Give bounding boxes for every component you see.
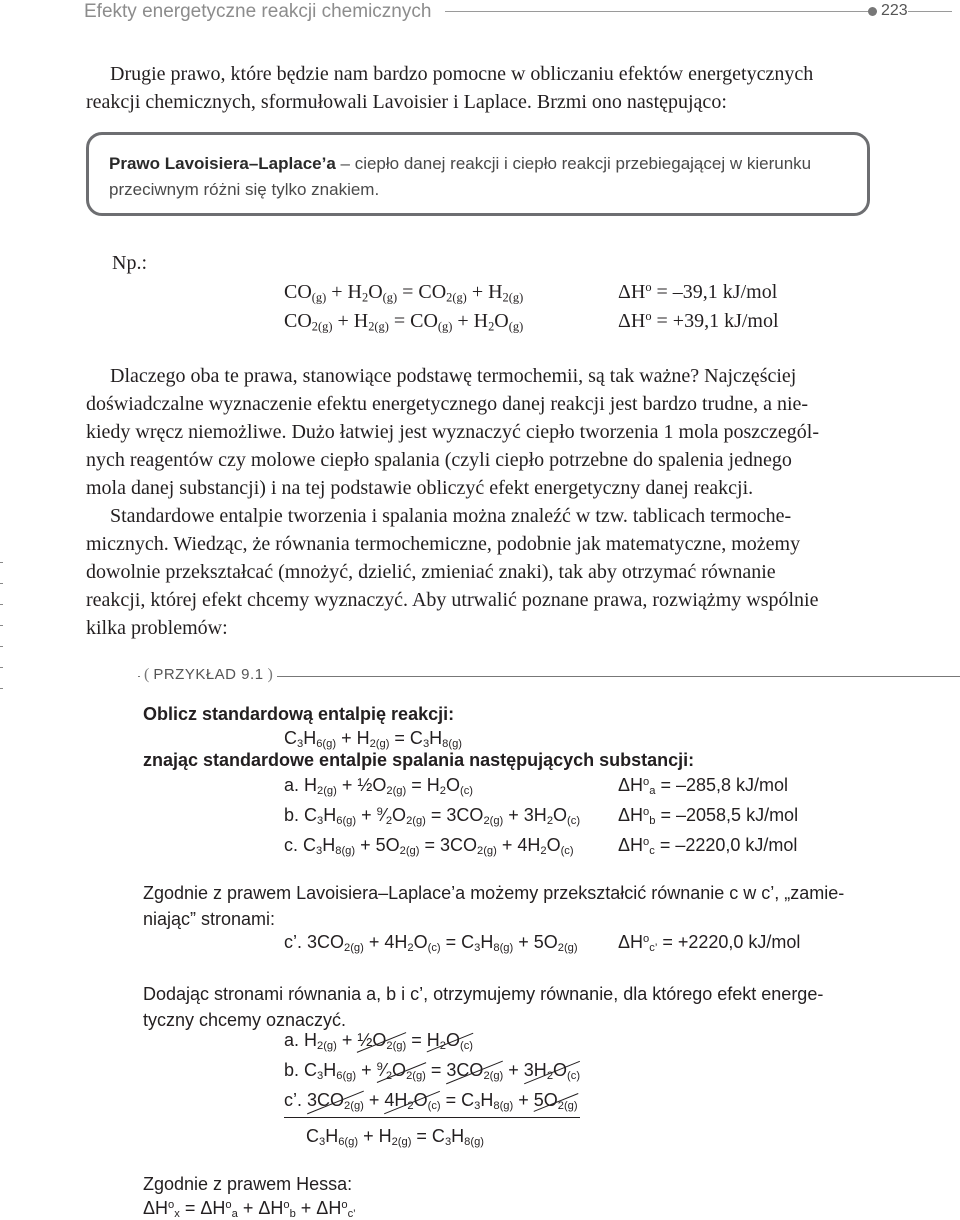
law-text: – ciepło danej reakcji i ciepło reakcji przebiegającej w kierunku [335, 154, 812, 173]
given-heading: znając standardowe entalpie spalania następujących substancji: [143, 750, 695, 770]
enthalpy-value: = –285,8 kJ/mol [660, 775, 789, 795]
margin-tick [0, 667, 3, 668]
lavoisier-line: Zgodnie z prawem Lavoisiera–Laplace’a możemy przekształcić równanie c w c’, „zamie- [143, 883, 845, 903]
enthalpy-value: = +39,1 kJ/mol [656, 310, 779, 332]
bracket-open: ( [144, 666, 150, 683]
hess-equation: $\Delta H^o_x = \Delta H^o_a + \Delta H^o_b + \Delta H^o_{c’}$ [143, 1198, 356, 1220]
target-reaction: $C_3H_{6(g)} + H_{2(g)} = C_3H_{8(g)}$ [284, 728, 462, 751]
header-dot [868, 7, 877, 16]
cancelled-term: $3CO_{2(g)}$ [446, 1060, 504, 1083]
sum-result: $C_3H_{6(g)} + H_{2(g)} = C_3H_{8(g)}$ [306, 1126, 484, 1149]
discussion-line: doświadczalne wyznaczenie efektu energetycznego danej reakcji jest bardzo trudne, a nie- [86, 393, 809, 415]
enthalpy-forward: $\Delta H^o = -39,1$ kJ/mol [618, 280, 778, 303]
margin-tick [0, 688, 3, 689]
discussion-paragraph [86, 362, 874, 642]
reaction-c: c. $C_3H_{8(g)} + 5O_{2(g)} = 3CO_{2(g)} + 4H_2O_{(c)}$ [284, 835, 574, 858]
header [0, 0, 445, 24]
lavoisier-paragraph [143, 880, 878, 932]
reaction-a: a. $H_{2(g)}$ + $\frac{1}{2}O_{2(g)} = H_2O_{(c)}$ [284, 775, 473, 798]
sum-reaction-c-prime: c’. $3CO_{2(g)} + 4H_2O_{(c)} = C_3H_{8(g)} + 5O_{2(g)}$ [284, 1090, 578, 1113]
reaction-forward: $CO_{(g)} + H_2O_{(g)} = CO_{2(g)} + H_{2(g)}$ [284, 281, 524, 305]
discussion-line: Dlaczego oba te prawa, stanowiące podstawę termochemii, są tak ważne? Najczęściej [110, 365, 797, 387]
intro-paragraph [86, 60, 874, 116]
enthalpy-c-prime: $\Delta H^o_{c’} = +2220,0$ kJ/mol [618, 932, 801, 955]
reaction-b: b. $C_3H_{6(g)}$ + $^9⁄_2O_{2(g)} = 3CO_{2(g)} + 3H_2O_{(c)}$ [284, 805, 581, 828]
law-line [109, 151, 847, 177]
law-box [86, 132, 870, 216]
enthalpy-value: = –2220,0 kJ/mol [659, 835, 798, 855]
margin-tick [0, 604, 3, 605]
cancelled-term: $4H_2O_{(c)}$ [384, 1090, 441, 1113]
enthalpy-c: $\Delta H^o_c = -2220,0$ kJ/mol [618, 835, 798, 858]
reaction-c-prime: c’. $3CO_{2(g)} + 4H_2O_{(c)} = C_3H_{8(g)} + 5O_{2(g)}$ [284, 932, 578, 955]
example-title: PRZYKŁAD 9.1 [153, 666, 264, 683]
cancelled-term: $3CO_{2(g)}$ [307, 1090, 364, 1113]
margin-tick [0, 646, 3, 647]
page-number: 223 [881, 2, 908, 19]
discussion-line: reakcji, której efekt chcemy wyznaczyć. Aby utrwalić poznane prawa, rozwiążmy wspólnie [86, 589, 819, 611]
lavoisier-line: niając” stronami: [143, 909, 276, 929]
cancelled-term: $H_2O_{(c)}$ [426, 1030, 473, 1053]
reaction-reverse: $CO_{2(g)} + H_{2(g)} = CO_{(g)} + H_2O_{(g)}$ [284, 310, 524, 334]
intro-line: Drugie prawo, które będzie nam bardzo pomocne w obliczaniu efektów energetycznych [110, 63, 814, 85]
intro-line: reakcji chemicznych, sformułowali Lavoisier i Laplace. Brzmi ono następująco: [86, 91, 727, 113]
discussion-line: kiedy wręcz niemożliwe. Dużo łatwiej jest wyznaczyć ciepło tworzenia 1 mola poszczegól- [86, 421, 820, 443]
discussion-line: nych reagentów czy molowe ciepło spalania (czyli ciepło potrzebne do spalenia jednego [86, 449, 792, 471]
hess-heading: Zgodnie z prawem Hessa: [143, 1174, 353, 1194]
example-header [140, 666, 277, 684]
margin-tick [0, 625, 3, 626]
law-text: przeciwnym różni się tylko znakiem. [109, 180, 380, 199]
law-name: Prawo Lavoisiera–Laplace’a [109, 154, 336, 173]
discussion-line: kilka problemów: [86, 617, 228, 639]
discussion-line: Standardowe entalpie tworzenia i spalania można znaleźć w tzw. tablicach termoche- [110, 505, 792, 527]
bracket-close: ) [267, 666, 273, 683]
example-label: Np.: [112, 252, 147, 274]
cancelled-term: $3H_2O_{(c)}$ [523, 1060, 581, 1083]
adding-paragraph [143, 981, 878, 1033]
margin-tick [0, 583, 3, 584]
sum-reaction-b: b. $C_3H_{6(g)}$ + $^9⁄_2O_{2(g)} = 3CO_{2(g)} + 3H_2O_{(c)}$ [284, 1060, 581, 1083]
cancelled-term: $\frac{1}{2}O_{2(g)}$ [357, 1030, 407, 1053]
enthalpy-value: = –39,1 kJ/mol [656, 281, 778, 303]
page-number-box [877, 0, 908, 22]
discussion-line: mola danej substancji) i na tej podstawie obliczyć efekt energetyczny danej reakcji. [86, 477, 754, 499]
margin-tick [0, 562, 3, 563]
enthalpy-value: = +2220,0 kJ/mol [662, 932, 801, 952]
discussion-line: micznych. Wiedząc, że równania termochemiczne, podobnie jak matematyczne, możemy [86, 533, 801, 555]
enthalpy-value: = –2058,5 kJ/mol [660, 805, 799, 825]
running-title: Efekty energetyczne reakcji chemicznych [84, 1, 432, 22]
sum-reaction-a: a. $H_{2(g)}$ + $\frac{1}{2}O_{2(g)} = H_2O_{(c)}$ [284, 1030, 473, 1053]
cancelled-term: $^9⁄_2O_{2(g)}$ [376, 1060, 426, 1083]
adding-line: Dodając stronami równania a, b i c’, otrzymujemy równanie, dla którego efekt energe- [143, 984, 824, 1004]
discussion-line: dowolnie przekształcać (mnożyć, dzielić, zmieniać znaki), tak aby otrzymać równanie [86, 561, 776, 583]
enthalpy-reverse: $\Delta H^o = +39,1$ kJ/mol [618, 309, 779, 332]
cancelled-term: $5O_{2(g)}$ [533, 1090, 578, 1113]
sum-underline [284, 1117, 580, 1118]
task-heading: Oblicz standardową entalpię reakcji: [143, 704, 455, 724]
enthalpy-a: $\Delta H^o_a = -285,8$ kJ/mol [618, 775, 789, 798]
enthalpy-b: $\Delta H^o_b = -2058,5$ kJ/mol [618, 805, 799, 828]
adding-line: tyczny chcemy oznaczyć. [143, 1010, 347, 1030]
